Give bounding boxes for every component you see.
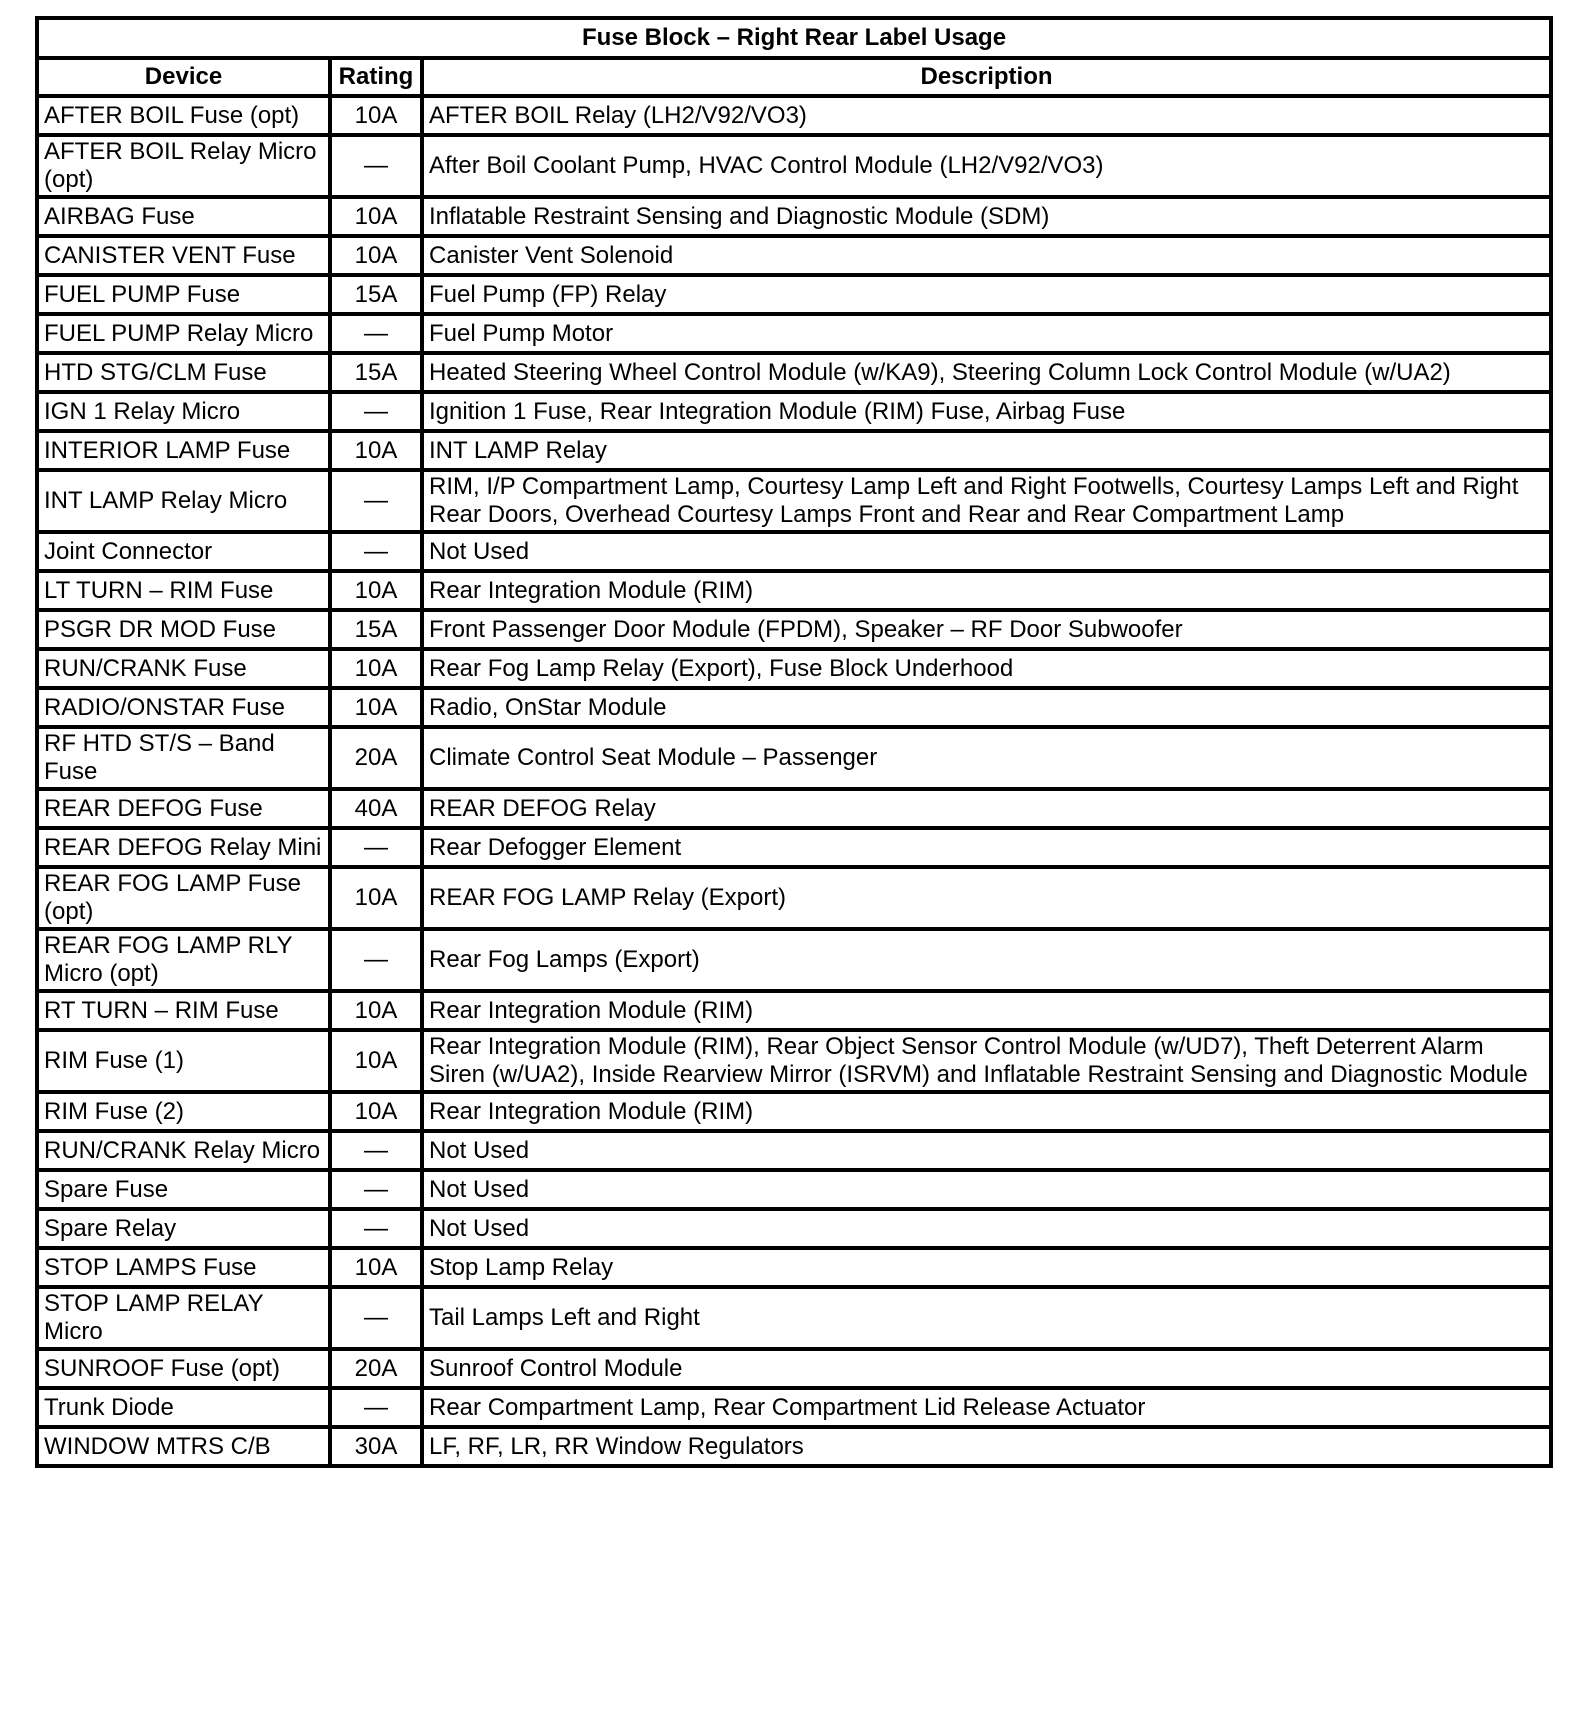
rating-cell: 10A [330, 649, 422, 688]
rating-cell: — [330, 929, 422, 991]
description-cell: REAR FOG LAMP Relay (Export) [422, 867, 1551, 929]
table-row [37, 1209, 1551, 1248]
description-cell: Rear Integration Module (RIM) [422, 1092, 1551, 1131]
table-body [37, 96, 1551, 1466]
rating-cell: 10A [330, 991, 422, 1030]
column-header-rating: Rating [330, 58, 422, 96]
table-row [37, 929, 1551, 991]
rating-cell: 15A [330, 610, 422, 649]
rating-cell: — [330, 470, 422, 532]
device-cell: FUEL PUMP Fuse [37, 275, 330, 314]
description-cell: Tail Lamps Left and Right [422, 1287, 1551, 1349]
table-row [37, 135, 1551, 197]
rating-cell: — [330, 1209, 422, 1248]
rating-cell: 10A [330, 197, 422, 236]
device-cell: RUN/CRANK Fuse [37, 649, 330, 688]
device-cell: RIM Fuse (1) [37, 1030, 330, 1092]
device-cell: AFTER BOIL Relay Micro (opt) [37, 135, 330, 197]
description-cell: LF, RF, LR, RR Window Regulators [422, 1427, 1551, 1466]
description-cell: Rear Integration Module (RIM) [422, 571, 1551, 610]
device-cell: RT TURN – RIM Fuse [37, 991, 330, 1030]
rating-cell: 15A [330, 353, 422, 392]
table-row [37, 727, 1551, 789]
device-cell: AFTER BOIL Fuse (opt) [37, 96, 330, 135]
table-row [37, 353, 1551, 392]
rating-cell: 10A [330, 1248, 422, 1287]
description-cell: Not Used [422, 1170, 1551, 1209]
table-row [37, 649, 1551, 688]
rating-cell: — [330, 828, 422, 867]
device-cell: REAR DEFOG Relay Mini [37, 828, 330, 867]
fuse-usage-table [35, 16, 1553, 1468]
description-cell: Stop Lamp Relay [422, 1248, 1551, 1287]
device-cell: Joint Connector [37, 532, 330, 571]
description-cell: Fuel Pump (FP) Relay [422, 275, 1551, 314]
description-cell: Ignition 1 Fuse, Rear Integration Module (RIM) Fuse, Airbag Fuse [422, 392, 1551, 431]
table-row [37, 1248, 1551, 1287]
device-cell: Spare Fuse [37, 1170, 330, 1209]
table-row [37, 828, 1551, 867]
description-cell: Heated Steering Wheel Control Module (w/KA9), Steering Column Lock Control Module (w/UA2) [422, 353, 1551, 392]
device-cell: WINDOW MTRS C/B [37, 1427, 330, 1466]
table-row [37, 688, 1551, 727]
rating-cell: 10A [330, 431, 422, 470]
device-cell: REAR DEFOG Fuse [37, 789, 330, 828]
description-cell: REAR DEFOG Relay [422, 789, 1551, 828]
table-row [37, 1030, 1551, 1092]
description-cell: Radio, OnStar Module [422, 688, 1551, 727]
device-cell: RF HTD ST/S – Band Fuse [37, 727, 330, 789]
description-cell: RIM, I/P Compartment Lamp, Courtesy Lamp Left and Right Footwells, Courtesy Lamps Left and Right Rear Doors, Overhead Courtesy Lamps Front and Rear and Rear Compartment Lamp [422, 470, 1551, 532]
table-title-row [37, 18, 1551, 58]
description-cell: Rear Fog Lamps (Export) [422, 929, 1551, 991]
rating-cell: — [330, 1388, 422, 1427]
table-row [37, 1388, 1551, 1427]
rating-cell: 10A [330, 1030, 422, 1092]
rating-cell: 10A [330, 571, 422, 610]
description-cell: Sunroof Control Module [422, 1349, 1551, 1388]
description-cell: Fuel Pump Motor [422, 314, 1551, 353]
device-cell: RIM Fuse (2) [37, 1092, 330, 1131]
description-cell: Canister Vent Solenoid [422, 236, 1551, 275]
rating-cell: 10A [330, 236, 422, 275]
table-row [37, 470, 1551, 532]
rating-cell: — [330, 135, 422, 197]
description-cell: Front Passenger Door Module (FPDM), Speaker – RF Door Subwoofer [422, 610, 1551, 649]
device-cell: LT TURN – RIM Fuse [37, 571, 330, 610]
rating-cell: — [330, 314, 422, 353]
rating-cell: — [330, 1287, 422, 1349]
table-row [37, 96, 1551, 135]
rating-cell: 10A [330, 688, 422, 727]
description-cell: Rear Defogger Element [422, 828, 1551, 867]
rating-cell: — [330, 532, 422, 571]
table-row [37, 197, 1551, 236]
table-row [37, 532, 1551, 571]
device-cell: Spare Relay [37, 1209, 330, 1248]
description-cell: After Boil Coolant Pump, HVAC Control Module (LH2/V92/VO3) [422, 135, 1551, 197]
device-cell: STOP LAMPS Fuse [37, 1248, 330, 1287]
description-cell: INT LAMP Relay [422, 431, 1551, 470]
rating-cell: 10A [330, 867, 422, 929]
rating-cell: — [330, 1170, 422, 1209]
table-row [37, 867, 1551, 929]
rating-cell: 20A [330, 727, 422, 789]
device-cell: REAR FOG LAMP Fuse (opt) [37, 867, 330, 929]
description-cell: Climate Control Seat Module – Passenger [422, 727, 1551, 789]
description-cell: Rear Integration Module (RIM) [422, 991, 1551, 1030]
device-cell: CANISTER VENT Fuse [37, 236, 330, 275]
device-cell: INTERIOR LAMP Fuse [37, 431, 330, 470]
column-header-description: Description [422, 58, 1551, 96]
rating-cell: — [330, 1131, 422, 1170]
rating-cell: 20A [330, 1349, 422, 1388]
table-row [37, 275, 1551, 314]
device-cell: RADIO/ONSTAR Fuse [37, 688, 330, 727]
description-cell: Not Used [422, 1209, 1551, 1248]
device-cell: AIRBAG Fuse [37, 197, 330, 236]
table-row [37, 1131, 1551, 1170]
table-row [37, 789, 1551, 828]
device-cell: REAR FOG LAMP RLY Micro (opt) [37, 929, 330, 991]
description-cell: Rear Integration Module (RIM), Rear Object Sensor Control Module (w/UD7), Theft Deterrent Alarm Siren (w/UA2), Inside Rearview Mirror (ISRVM) and Inflatable Restraint Sensing and Diagnostic Module [422, 1030, 1551, 1092]
rating-cell: — [330, 392, 422, 431]
description-cell: Rear Fog Lamp Relay (Export), Fuse Block Underhood [422, 649, 1551, 688]
device-cell: Trunk Diode [37, 1388, 330, 1427]
table-row [37, 431, 1551, 470]
description-cell: Not Used [422, 1131, 1551, 1170]
device-cell: SUNROOF Fuse (opt) [37, 1349, 330, 1388]
table-row [37, 1092, 1551, 1131]
table-row [37, 571, 1551, 610]
table-row [37, 392, 1551, 431]
table-title: Fuse Block – Right Rear Label Usage [37, 18, 1551, 58]
table-row [37, 314, 1551, 353]
table-row [37, 991, 1551, 1030]
description-cell: Inflatable Restraint Sensing and Diagnostic Module (SDM) [422, 197, 1551, 236]
table-row [37, 1170, 1551, 1209]
column-header-device: Device [37, 58, 330, 96]
device-cell: RUN/CRANK Relay Micro [37, 1131, 330, 1170]
table-row [37, 1349, 1551, 1388]
rating-cell: 15A [330, 275, 422, 314]
device-cell: FUEL PUMP Relay Micro [37, 314, 330, 353]
table-row [37, 1427, 1551, 1466]
description-cell: Not Used [422, 532, 1551, 571]
column-header-row [37, 58, 1551, 96]
rating-cell: 40A [330, 789, 422, 828]
table-row [37, 236, 1551, 275]
device-cell: IGN 1 Relay Micro [37, 392, 330, 431]
device-cell: HTD STG/CLM Fuse [37, 353, 330, 392]
device-cell: INT LAMP Relay Micro [37, 470, 330, 532]
rating-cell: 10A [330, 1092, 422, 1131]
device-cell: STOP LAMP RELAY Micro [37, 1287, 330, 1349]
description-cell: Rear Compartment Lamp, Rear Compartment Lid Release Actuator [422, 1388, 1551, 1427]
table-row [37, 1287, 1551, 1349]
device-cell: PSGR DR MOD Fuse [37, 610, 330, 649]
description-cell: AFTER BOIL Relay (LH2/V92/VO3) [422, 96, 1551, 135]
table-row [37, 610, 1551, 649]
rating-cell: 10A [330, 96, 422, 135]
rating-cell: 30A [330, 1427, 422, 1466]
